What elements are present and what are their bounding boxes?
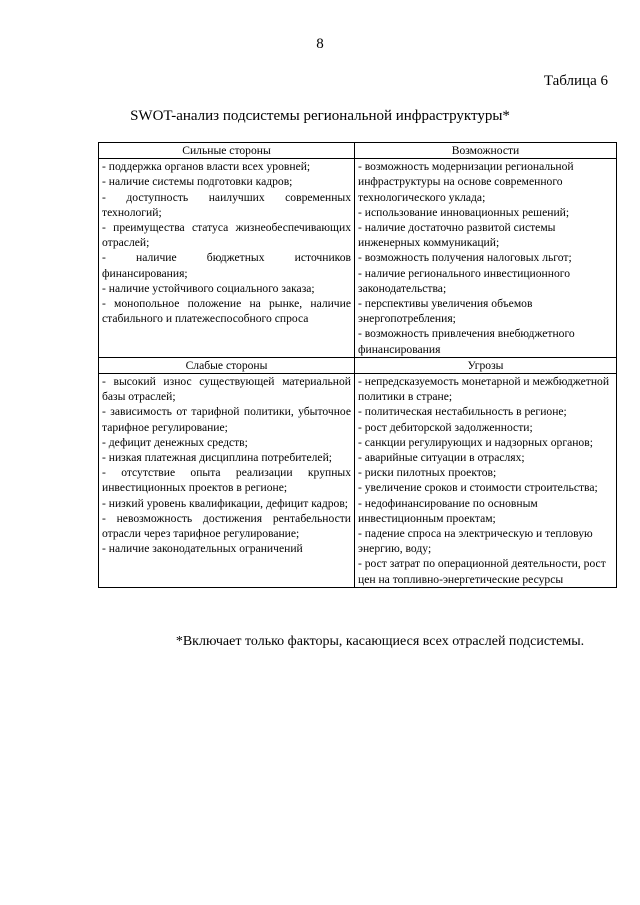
list-item: - использование инновационных решений; xyxy=(358,205,570,219)
list-item: - преимущества статуса жизнеобеспечивающих отраслей; xyxy=(102,221,351,250)
list-item: - поддержка органов власти всех уровней; xyxy=(102,160,311,174)
list-item: - падение спроса на электрическую и тепловую энергию, воду; xyxy=(358,527,593,556)
list-item: - низкая платежная дисциплина потребителей; xyxy=(102,451,332,465)
list-item: - рост дебиторской задолженности; xyxy=(358,420,533,434)
page-number: 8 xyxy=(316,36,324,52)
threats-header: Угрозы xyxy=(355,357,617,373)
list-item: - наличие достаточно развитой системы инженерных коммуникаций; xyxy=(358,221,556,250)
swot-header-row-1 xyxy=(99,143,617,159)
opportunities-header: Возможности xyxy=(355,143,617,159)
list-item: - наличие регионального инвестиционного законодательства; xyxy=(358,266,571,295)
swot-table xyxy=(98,142,617,588)
list-item: - риски пилотных проектов; xyxy=(358,466,497,480)
threats-cell xyxy=(355,374,617,588)
table-caption: Таблица 6 xyxy=(543,73,608,89)
list-item: - монопольное положение на рынке, наличие стабильного и платежеспособного спроса xyxy=(102,297,351,326)
list-item: - наличие законодательных ограничений xyxy=(102,542,303,556)
swot-header-row-2 xyxy=(99,357,617,373)
list-item: - возможность получения налоговых льгот; xyxy=(358,251,572,265)
table-footnote: *Включает только факторы, касающиеся всех отраслей подсистемы. xyxy=(175,634,585,649)
weaknesses-cell xyxy=(99,374,355,588)
list-item: - рост затрат по операционной деятельности, рост цен на топливно-энергетические ресурсы xyxy=(358,557,606,586)
list-item: - наличие системы подготовки кадров; xyxy=(102,175,293,189)
list-item: - аварийные ситуации в отраслях; xyxy=(358,451,525,465)
opportunities-cell xyxy=(355,159,617,358)
list-item: - отсутствие опыта реализации крупных инвестиционных проектов в регионе; xyxy=(102,466,351,495)
list-item: - возможность модернизации региональной инфраструктуры на основе современного технологического уклада; xyxy=(358,160,574,204)
strengths-header: Сильные стороны xyxy=(99,143,355,159)
threats-list xyxy=(358,374,613,587)
list-item: - невозможность достижения рентабельности отрасли через тарифное регулирование; xyxy=(102,511,351,541)
swot-content-row-1 xyxy=(99,159,617,358)
weaknesses-list xyxy=(102,374,351,556)
table-title: SWOT-анализ подсистемы региональной инфраструктуры* xyxy=(130,108,510,124)
list-item: - зависимость от тарифной политики, убыточное тарифное регулирование; xyxy=(102,405,351,434)
list-item: - наличие бюджетных источников финансирования; xyxy=(102,251,351,280)
list-item: - политическая нестабильность в регионе; xyxy=(358,405,567,419)
weaknesses-header: Слабые стороны xyxy=(99,357,355,373)
list-item: - доступность наилучших современных технологий; xyxy=(102,190,351,219)
swot-content-row-2 xyxy=(99,374,617,588)
list-item: - непредсказуемость монетарной и межбюджетной политики в стране; xyxy=(358,375,610,404)
list-item: - недофинансирование по основным инвестиционным проектам; xyxy=(358,496,538,525)
list-item: - санкции регулирующих и надзорных органов; xyxy=(358,435,593,449)
list-item: - возможность привлечения внебюджетного финансирования xyxy=(358,327,575,356)
list-item: - низкий уровень квалификации, дефицит кадров; xyxy=(102,496,349,510)
list-item: - наличие устойчивого социального заказа; xyxy=(102,281,315,295)
strengths-cell xyxy=(99,159,355,358)
list-item: - высокий износ существующей материальной базы отраслей; xyxy=(102,375,351,404)
list-item: - дефицит денежных средств; xyxy=(102,435,248,449)
list-item: - перспективы увеличения объемов энергопотребления; xyxy=(358,297,533,326)
strengths-list xyxy=(102,159,351,326)
opportunities-list xyxy=(358,159,613,357)
list-item: - увеличение сроков и стоимости строительства; xyxy=(358,481,598,495)
